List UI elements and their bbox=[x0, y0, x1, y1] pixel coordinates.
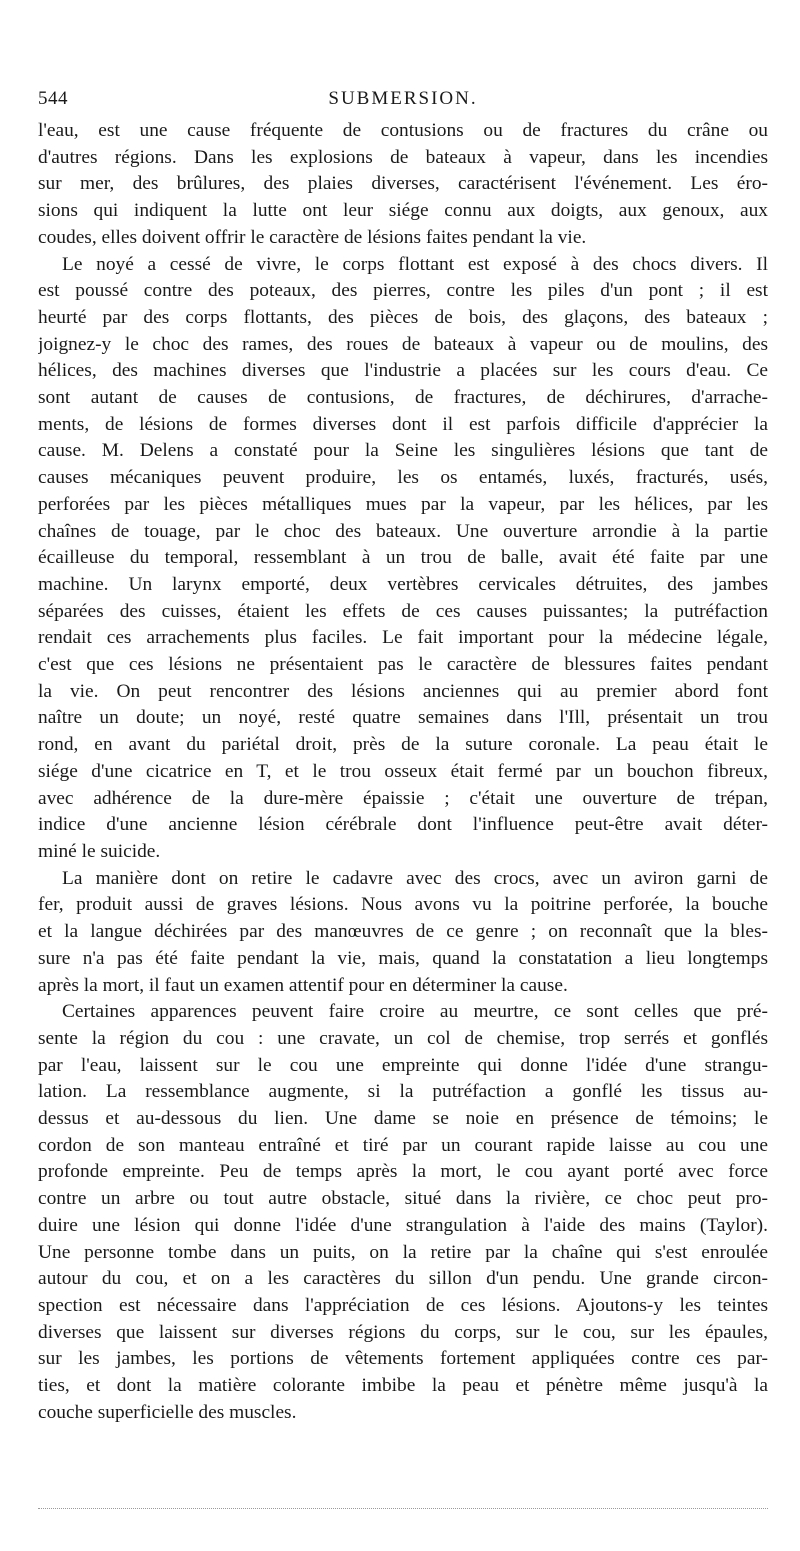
text-line: d'autres régions. Dans les explosions de bateaux à vapeur, dans les incendies bbox=[38, 146, 768, 168]
text-line: rond, en avant du pariétal droit, près de la suture coronale. La peau était le bbox=[38, 734, 768, 756]
paragraph bbox=[38, 252, 768, 866]
running-title: SUBMERSION. bbox=[328, 88, 478, 109]
text-line: duire une lésion qui donne l'idée d'une strangulation à l'aide des mains (Taylor). bbox=[38, 1214, 768, 1236]
text-line: siége d'une cicatrice en T, et le trou osseux était fermé par un bouchon fibreux, bbox=[38, 760, 768, 782]
text-line: est poussé contre des poteaux, des pierres, contre les piles d'un pont ; il est bbox=[38, 280, 768, 302]
text-line: séparées des cuisses, étaient les effets de ces causes puissantes; la putréfaction bbox=[38, 600, 768, 622]
text-line: sure n'a pas été faite pendant la vie, mais, quand la constatation a lieu longtemps bbox=[38, 947, 768, 969]
text-line: profonde empreinte. Peu de temps après la mort, le cou ayant porté avec force bbox=[38, 1161, 768, 1183]
text-line: fer, produit aussi de graves lésions. Nous avons vu la poitrine perforée, la bouche bbox=[38, 894, 768, 916]
text-line: après la mort, il faut un examen attentif pour en déterminer la cause. bbox=[38, 974, 568, 996]
text-line: Le noyé a cessé de vivre, le corps flottant est exposé à des chocs divers. Il bbox=[62, 253, 768, 275]
text-line: cause. M. Delens a constaté pour la Seine les singulières lésions que tant de bbox=[38, 440, 768, 462]
paragraph bbox=[38, 866, 768, 1000]
text-line: spection est nécessaire dans l'appréciation de ces lésions. Ajoutons-y les teintes bbox=[38, 1294, 768, 1316]
text-line: indice d'une ancienne lésion cérébrale dont l'influence peut-être avait déter- bbox=[38, 814, 768, 836]
text-line: rendait ces arrachements plus faciles. Le fait important pour la médecine légale, bbox=[38, 627, 768, 649]
text-line: autour du cou, et on a les caractères du sillon d'un pendu. Une grande circon- bbox=[38, 1268, 768, 1290]
text-line: par l'eau, laissent sur le cou une empreinte qui donne l'idée d'une strangu- bbox=[38, 1054, 768, 1076]
text-line: la vie. On peut rencontrer des lésions anciennes qui au premier abord font bbox=[38, 680, 768, 702]
text-line: sur les jambes, les portions de vêtements fortement appliquées contre ces par- bbox=[38, 1348, 768, 1370]
text-line: sions qui indiquent la lutte ont leur siége connu aux doigts, aux genoux, aux bbox=[38, 200, 768, 222]
text-line: ties, et dont la matière colorante imbibe la peau et pénètre même jusqu'à la bbox=[38, 1375, 768, 1397]
text-line: perforées par les pièces métalliques mues par la vapeur, par les hélices, par les bbox=[38, 493, 768, 515]
text-line: Une personne tombe dans un puits, on la retire par la chaîne qui s'est enroulée bbox=[38, 1241, 768, 1263]
text-line: Certaines apparences peuvent faire croire au meurtre, ce sont celles que pré- bbox=[62, 1001, 768, 1023]
text-line: l'eau, est une cause fréquente de contusions ou de fractures du crâne ou bbox=[38, 120, 768, 141]
running-head bbox=[38, 88, 768, 114]
text-line: et la langue déchirées par des manœuvres de ce genre ; on reconnaît que la bles- bbox=[38, 921, 768, 943]
text-line: joignez-y le choc des rames, des roues de bateaux à vapeur ou de moulins, des bbox=[38, 333, 768, 355]
text-line: dessus et au-dessous du lien. Une dame se noie en présence de témoins; le bbox=[38, 1108, 768, 1130]
text-line: sente la région du cou : une cravate, un col de chemise, trop serrés et gonflés bbox=[38, 1027, 768, 1049]
text-line: chaînes de touage, par le choc des bateaux. Une ouverture arrondie à la partie bbox=[38, 520, 768, 542]
text-line: diverses que laissent sur diverses régions du corps, sur le cou, sur les épaules, bbox=[38, 1321, 768, 1343]
book-page bbox=[38, 0, 768, 1551]
text-line: cordon de son manteau entraîné et tiré par un courant rapide laisse au cou une bbox=[38, 1134, 768, 1156]
body-text bbox=[38, 118, 768, 1426]
text-line: lation. La ressemblance augmente, si la putréfaction a gonflé les tissus au- bbox=[38, 1081, 768, 1103]
page-number: 544 bbox=[38, 88, 68, 109]
text-line: machine. Un larynx emporté, deux vertèbres cervicales détruites, des jambes bbox=[38, 573, 768, 595]
text-line: causes mécaniques peuvent produire, les os entamés, luxés, fracturés, usés, bbox=[38, 467, 768, 489]
text-line: avec adhérence de la dure-mère épaissie ; c'était une ouverture de trépan, bbox=[38, 787, 768, 809]
text-line: coudes, elles doivent offrir le caractère de lésions faites pendant la vie. bbox=[38, 226, 587, 248]
text-line: sur mer, des brûlures, des plaies diverses, caractérisent l'événement. Les éro- bbox=[38, 173, 768, 195]
paragraph bbox=[38, 118, 768, 252]
text-line: contre un arbre ou tout autre obstacle, situé dans la rivière, ce choc peut pro- bbox=[38, 1188, 768, 1210]
text-line: couche superficielle des muscles. bbox=[38, 1401, 297, 1423]
text-line: hélices, des machines diverses que l'industrie a placées sur les cours d'eau. Ce bbox=[38, 360, 768, 382]
text-line: naître un doute; un noyé, resté quatre semaines dans l'Ill, présentait un trou bbox=[38, 707, 768, 729]
text-line: ments, de lésions de formes diverses dont il est parfois difficile d'apprécier la bbox=[38, 413, 768, 435]
paragraph bbox=[38, 999, 768, 1426]
text-line: c'est que ces lésions ne présentaient pas le caractère de blessures faites pendant bbox=[38, 654, 768, 676]
text-line: miné le suicide. bbox=[38, 840, 161, 862]
text-line: La manière dont on retire le cadavre avec des crocs, avec un aviron garni de bbox=[62, 867, 768, 889]
text-line: heurté par des corps flottants, des pièces de bois, des glaçons, des bateaux ; bbox=[38, 306, 768, 328]
text-line: sont autant de causes de contusions, de fractures, de déchirures, d'arrache- bbox=[38, 387, 768, 409]
text-line: écailleuse du temporal, ressemblant à un trou de balle, avait été faite par une bbox=[38, 547, 768, 569]
bottom-rule bbox=[38, 1508, 768, 1511]
